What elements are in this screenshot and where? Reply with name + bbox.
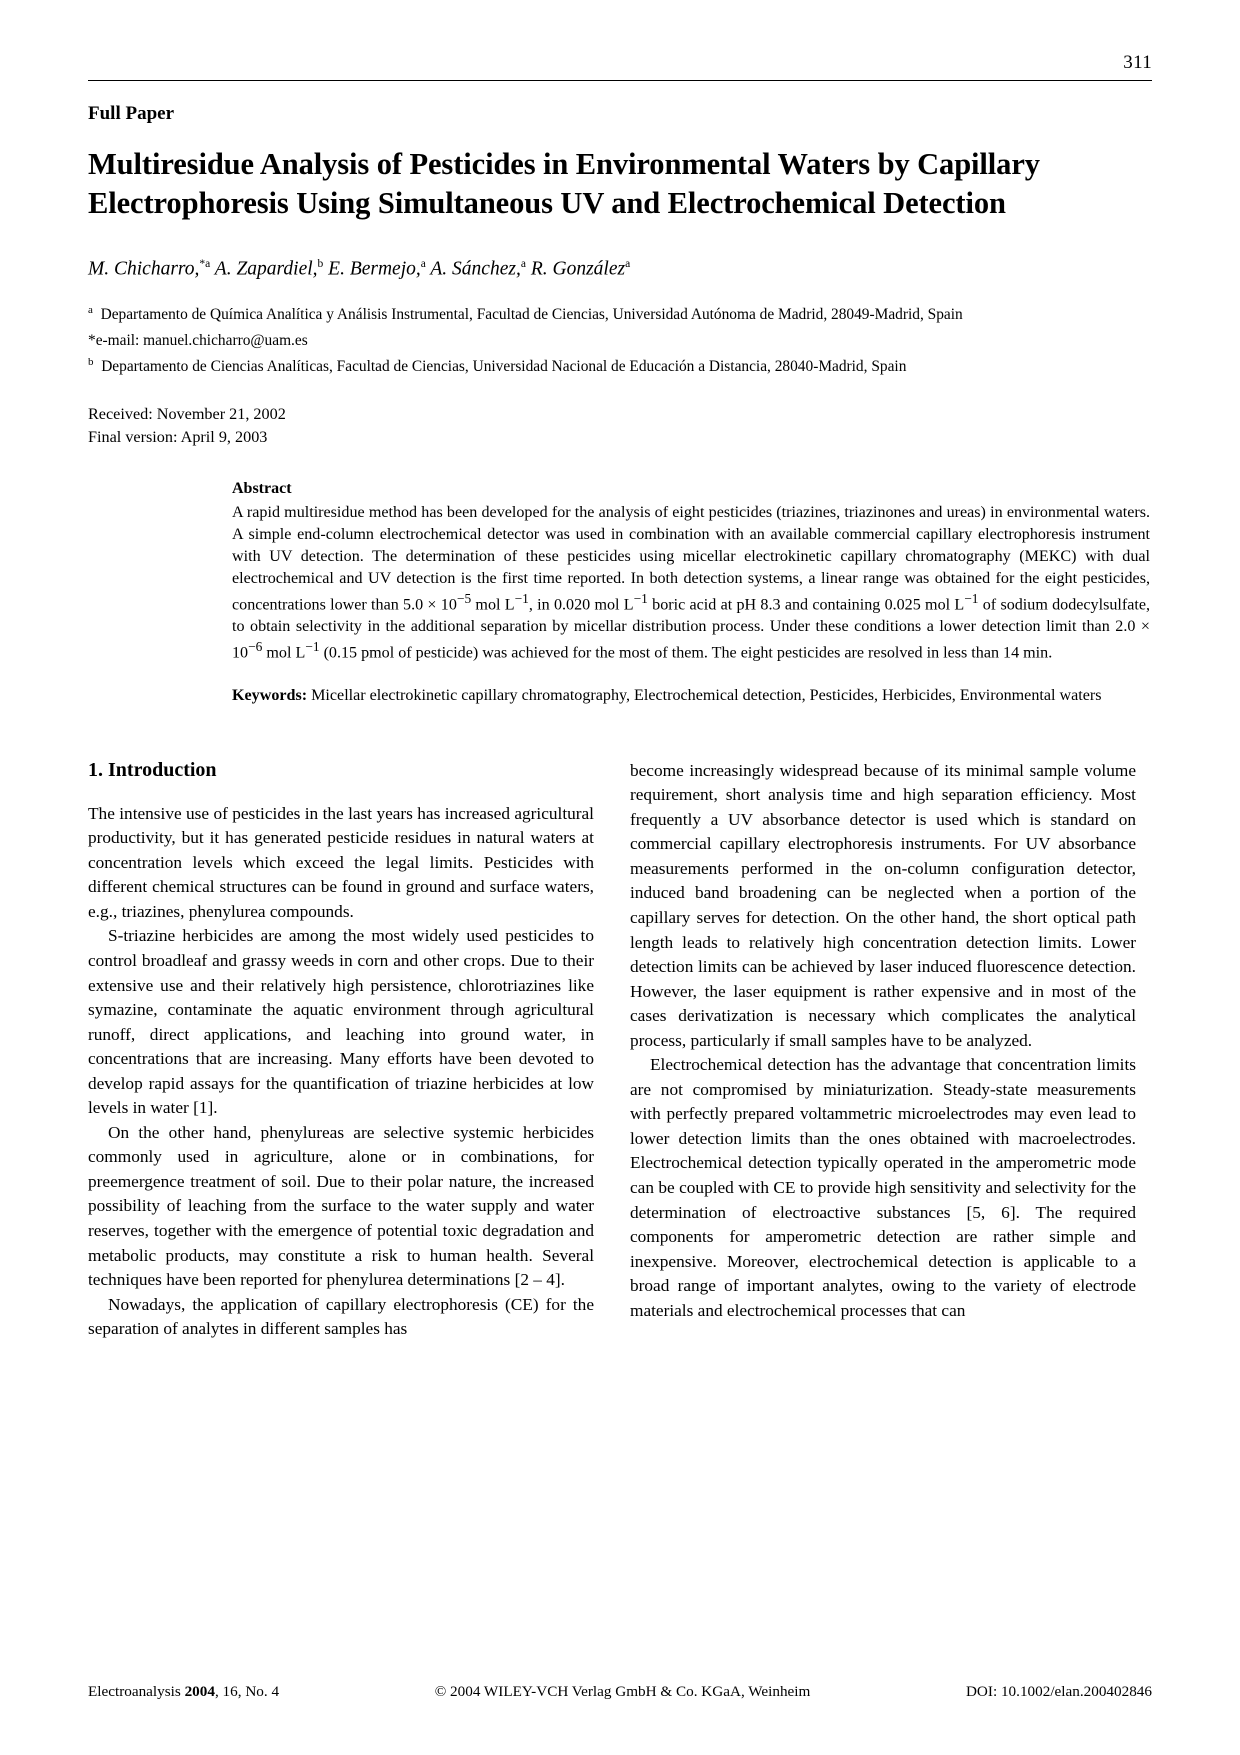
abstract-heading: Abstract [232,479,292,497]
footer-journal-text: Electroanalysis 2004, 16, No. 4 [88,1683,280,1700]
footer-doi: DOI: 10.1002/elan.200402846 [965,1683,1152,1700]
keywords-label: Keywords: [232,686,308,704]
paragraph: The intensive use of pesticides in the last years has increased agricultural productivity, but it has generated pesticide residues in natural waters at concentration levels which exceed the legal limits. Pesticides with different chemical structures can be found in ground and surface waters, e.g., triazines, phenylurea compounds. [88,803,594,921]
affiliation-b: $^b$ Departamento de Ciencias Analíticas, Facultad de Ciencias, Universidad Nacional de Educación a Distancia, 28040-Madrid, Spain [88,356,907,376]
page-footer [88,1683,1152,1701]
header-rule [88,80,1152,81]
page-number: 311 [1123,52,1152,73]
page-title: Multiresidue Analysis of Pesticides in Environmental Waters by Capillary Electrophoresis Using Simultaneous UV and Electrochemical Detection [88,147,1040,221]
corresponding-email: *e-mail: manuel.chicharro@uam.es [88,331,308,349]
paragraph: S-triazine herbicides are among the most widely used pesticides to control broadleaf and grassy weeds in corn and other crops. Due to their extensive use and their relatively high persistence, chlorotriazines like symazine, contaminate the aquatic environment through agricultural runoff, direct applications, and leaching into ground water, in concentrations that are increasing. Many efforts have been devoted to develop rapid assays for the quantification of triazine herbicides at low levels in water [1]. [88,926,594,1118]
submission-dates [88,403,1152,450]
body-columns [88,759,1152,1342]
abstract-text: A rapid multiresidue method has been developed for the analysis of eight pesticides (triazines, triazinones and ureas) in environmental waters. A simple end-column electrochemical detector was used in combination with an available commercial capillary electrophoresis instrument with UV detection. The determination of these pesticides using micellar electrokinetic capillary chromatography (MEKC) with dual electrochemical and UV detection is the first time reported. In both detection systems, a linear range was obtained for the eight pesticides, concentrations lower than $5.0 \times 10^{-5}$ mol $L^{-1}$, in 0.020 mol $L^{-1}$ boric acid at pH 8.3 and containing 0.025 mol $L^{-1}$ of sodium dodecylsulfate, to obtain selectivity in the additional separation by micellar distribution process. Under these conditions a lower detection limit than $2.0 \times 10^{-6}$ mol $L^{-1}$ (0.15 pmol of pesticide) was achieved for the most of them. The eight pesticides are resolved in less than 14 min. [232,503,1150,662]
paragraph: Electrochemical detection has the advantage that concentration limits are not compromised by miniaturization. Steady-state measurements with perfectly prepared voltammetric microelectrodes may even lead to lower detection limits than the ones obtained with macroelectrodes. Electrochemical detection typically operated in the amperometric mode can be coupled with CE to provide high sensitivity and selectivity for the determination of electroactive substances [5, 6]. The required components for amperometric detection are rather simple and inexpensive. Moreover, electrochemical detection is applicable to a broad range of important analytes, owing to the variety of electrode materials and electrochemical processes that can [630,1055,1136,1320]
article-type-label: Full Paper [88,103,175,124]
paragraph: become increasingly widespread because of its minimal sample volume requirement, short analysis time and high separation efficiency. Most frequently a UV absorbance detector is used which is standard on commercial capillary electrophoresis instruments. For UV absorbance measurements performed in the on-column configuration detector, induced band broadening can be neglected when a portion of the capillary serves for detection. On the other hand, the short optical path length leads to relatively high concentration detection limits. Lower detection limits can be achieved by laser induced fluorescence detection. However, the laser equipment is rather expensive and in most of the cases derivatization is necessary which complicates the analytical process, particularly if small samples have to be analyzed. [630,760,1136,1050]
keywords-block [232,685,1150,707]
affiliations [88,302,1152,378]
paragraph: Nowadays, the application of capillary electrophoresis (CE) for the separation of analytes in different samples has [88,1294,594,1339]
footer-journal [88,1683,279,1701]
received-date: Received: November 21, 2002 [88,404,286,423]
final-version-date: Final version: April 9, 2003 [88,428,268,447]
footer-copyright: © 2004 WILEY-VCH Verlag GmbH & Co. KGaA, Weinheim [434,1683,811,1700]
section-heading-introduction: 1. Introduction [88,758,217,781]
abstract-section [232,480,1150,707]
paragraph: On the other hand, phenylureas are selective systemic herbicides commonly used in agriculture, alone or in combinations, for preemergence treatment of soil. Due to their polar nature, the increased possibility of leaching from the surface to the water supply and water reserves, together with the emergence of potential toxic degradation and metabolic products, may constitute a risk to human health. Several techniques have been reported for phenylurea determinations [2 – 4]. [88,1122,594,1290]
keywords-text: Micellar electrokinetic capillary chromatography, Electrochemical detection, Pesticides, Herbicides, Environmental waters [311,686,1102,704]
author-list: M. Chicharro,$^{*a}$ A. Zapardiel,$^b$ E. Bermejo,$^a$ A. Sánchez,$^a$ R. González$^a$ [88,257,631,280]
left-column [88,759,594,1342]
affiliation-a: $^a$ Departamento de Química Analítica y Análisis Instrumental, Facultad de Ciencias, Universidad Autónoma de Madrid, 28049-Madrid, Spain [88,304,963,324]
right-column [630,759,1136,1342]
